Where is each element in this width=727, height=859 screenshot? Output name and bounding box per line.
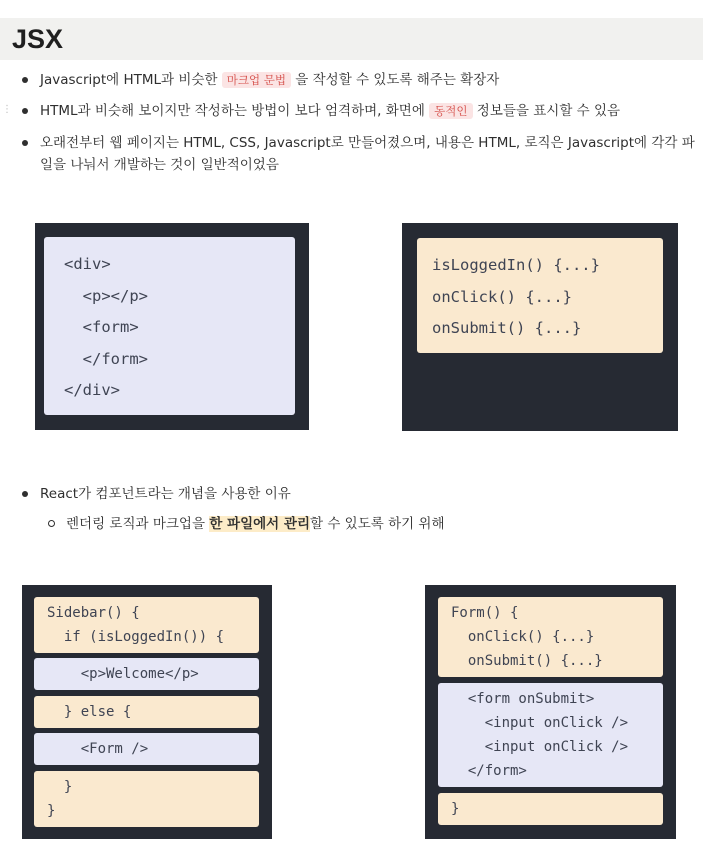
bullet-jsx-strict <box>22 100 702 122</box>
code-line: </div> <box>64 381 120 399</box>
bullet-text: React가 컴포넌트라는 개념을 사용한 이유 <box>40 486 291 502</box>
bullet-history <box>22 132 702 176</box>
code-card-else <box>34 696 259 728</box>
highlight-one-file: 한 파일에서 관리 <box>209 516 310 532</box>
code-line: <form> <box>64 318 139 336</box>
code-line: <Form /> <box>47 741 149 757</box>
code-card-form-markup <box>438 683 663 787</box>
code-line: if (isLoggedIn()) { <box>47 629 225 645</box>
code-line: </form> <box>64 350 148 368</box>
drag-handle-icon[interactable]: ⋮ <box>2 104 12 115</box>
code-line: <form onSubmit> <box>451 691 595 707</box>
code-line: <input onClick /> <box>451 715 629 731</box>
code-line: <p></p> <box>64 287 148 305</box>
code-line: } else { <box>47 704 132 720</box>
bullet-text: 정보들을 표시할 수 있음 <box>472 103 621 119</box>
bullet-dot-icon <box>22 491 28 497</box>
highlight-markup-syntax: 마크업 문법 <box>222 72 291 88</box>
code-card-js <box>417 238 663 353</box>
page-title: JSX <box>12 24 64 54</box>
code-line: <div> <box>64 255 111 273</box>
bullet-text: 오래전부터 웹 페이지는 HTML, CSS, Javascript로 만들어졌으며, 내용은 HTML, 로직은 Javascript에 각각 파일을 나눠서 개발하는 것이 일반적이었음 <box>40 135 695 173</box>
sub-bullet-ring-icon <box>48 520 55 527</box>
bullet-react-components <box>22 483 702 505</box>
title-background <box>0 18 703 60</box>
bullet-jsx-definition <box>22 69 702 91</box>
code-line: isLoggedIn() {...} <box>432 256 600 274</box>
code-line: <input onClick /> <box>451 739 629 755</box>
figure-html-panel <box>35 223 309 430</box>
code-line: <p>Welcome</p> <box>47 666 199 682</box>
code-line: onSubmit() {...} <box>432 319 582 337</box>
sub-bullet-reason <box>48 513 688 535</box>
code-line: Sidebar() { <box>47 605 140 621</box>
code-card-form-logic <box>438 597 663 677</box>
code-line: onClick() {...} <box>432 288 572 306</box>
bullet-dot-icon <box>22 140 28 146</box>
code-line: </form> <box>451 763 527 779</box>
code-line: } <box>47 803 56 819</box>
bullet-dot-icon <box>22 77 28 83</box>
bullet-text: 렌더링 로직과 마크업을 <box>66 516 210 532</box>
code-card-closing <box>438 793 663 825</box>
code-card-form-markup <box>34 733 259 765</box>
code-line: } <box>451 801 460 817</box>
bullet-text: 을 작성할 수 있도록 해주는 확장자 <box>290 72 500 88</box>
code-line: Form() { <box>451 605 519 621</box>
code-line: onSubmit() {...} <box>451 653 603 669</box>
code-card-sidebar-logic <box>34 597 259 653</box>
code-card-welcome-markup <box>34 658 259 690</box>
highlight-dynamic: 동적인 <box>429 103 472 119</box>
figure-sidebar-component <box>22 585 272 839</box>
bullet-text: Javascript에 HTML과 비슷한 <box>40 72 222 88</box>
bullet-dot-icon <box>22 108 28 114</box>
figure-form-component <box>425 585 676 839</box>
bullet-text: HTML과 비슷해 보이지만 작성하는 방법이 보다 엄격하며, 화면에 <box>40 103 430 119</box>
code-card-closing <box>34 771 259 827</box>
code-card-html <box>44 237 295 415</box>
figure-js-panel <box>402 223 678 431</box>
bullet-text: 할 수 있도록 하기 위해 <box>309 516 445 532</box>
code-line: } <box>47 779 73 795</box>
code-line: onClick() {...} <box>451 629 595 645</box>
